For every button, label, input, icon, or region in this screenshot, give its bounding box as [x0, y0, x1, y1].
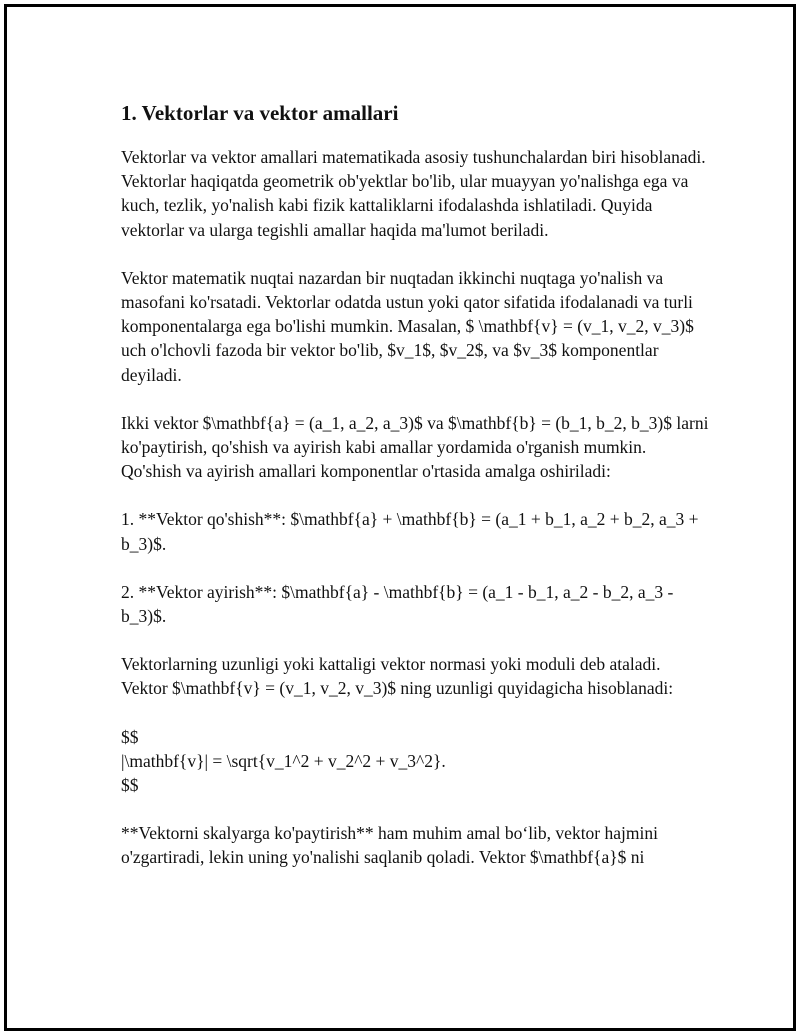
paragraph-scalar-multiplication: **Vektorni skalyarga ko'paytirish** ham muhim amal bo‘lib, vektor hajmini o'zgartiradi, lekin uning yo'nalishi saqlanib qoladi. Vektor $\mathbf{a}$ ni [121, 823, 658, 868]
paragraph-vector-definition: Vektor matematik nuqtai nazardan bir nuqtadan ikkinchi nuqtaga yo'nalish va masofani ko'rsatadi. Vektorlar odatda ustun yoki qator sifatida ifodalanadi va turli komponentalarga ega bo'lishi mumkin. Masalan, $ \mathbf{v} = (v_1, v_2, v_3)$ uch o'lchovli fazoda bir vektor bo'lib, $v_1$, $v_2$, va $v_3$ komponentlar deyiladi. [121, 267, 694, 385]
page-frame [4, 4, 796, 1031]
section-title: 1. Vektorlar va vektor amallari [121, 101, 399, 125]
paragraph-vector-length: Vektorlarning uzunligi yoki kattaligi vektor normasi yoki moduli deb ataladi. Vektor $\mathbf{v} = (v_1, v_2, v_3)$ ning uzunligi quyidagicha hisoblanadi: [121, 654, 674, 699]
list-item-vector-subtraction: 2. **Vektor ayirish**: $\mathbf{a} - \mathbf{b} = (a_1 - b_1, a_2 - b_2, a_3 - b_3)$. [121, 581, 674, 627]
paragraph-two-vectors: Ikki vektor $\mathbf{a} = (a_1, a_2, a_3)$ va $\mathbf{b} = (b_1, b_2, b_3)$ larni ko'paytirish, qo'shish va ayirish kabi amallar yordamida o'rganish mumkin. Qo'shish va ayirish amallari komponentlar o'rtasida amalga oshiriladi: [121, 412, 709, 482]
document-body [121, 99, 711, 894]
math-formula-norm: |\mathbf{v}| = \sqrt{v_1^2 + v_2^2 + v_3^2}. [121, 750, 446, 771]
math-delimiter-open: $$ [121, 726, 139, 747]
paragraph-intro: Vektorlar va vektor amallari matematikada asosiy tushunchalardan biri hisoblanadi. Vektorlar haqiqatda geometrik ob'yektlar bo'lib, ular muayyan yo'nalishga ega va kuch, tezlik, yo'nalish kabi fizik kattaliklarni ifodalashda ishlatiladi. Quyida vektorlar va ularga tegishli amallar haqida ma'lumot beriladi. [121, 147, 706, 240]
math-delimiter-close: $$ [121, 775, 139, 796]
math-block [121, 725, 711, 798]
list-item-vector-addition: 1. **Vektor qo'shish**: $\mathbf{a} + \mathbf{b} = (a_1 + b_1, a_2 + b_2, a_3 + b_3)$. [121, 509, 699, 554]
